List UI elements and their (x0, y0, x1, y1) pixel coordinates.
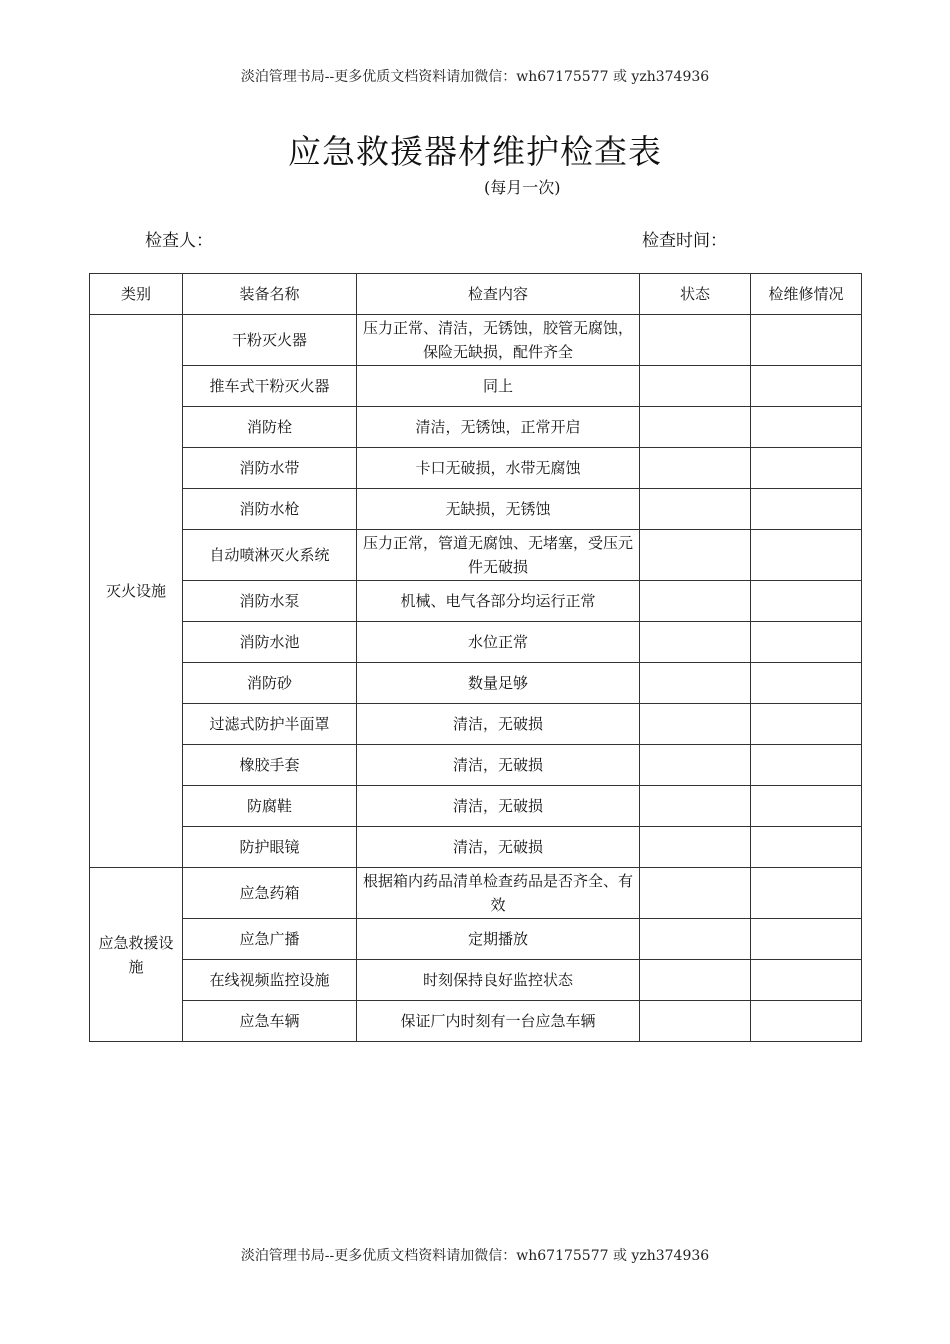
table-row (90, 581, 862, 622)
equipment-name-cell: 消防砂 (183, 663, 357, 704)
equipment-name-cell: 防护眼镜 (183, 827, 357, 868)
equipment-name-cell: 应急药箱 (183, 868, 357, 919)
check-content-cell: 定期播放 (357, 919, 640, 960)
header-check-content: 检查内容 (357, 274, 640, 315)
status-cell[interactable] (640, 745, 751, 786)
header-equipment-name: 装备名称 (183, 274, 357, 315)
repair-cell[interactable] (751, 827, 862, 868)
equipment-name-cell: 消防水泵 (183, 581, 357, 622)
table-row (90, 868, 862, 919)
check-content-cell: 水位正常 (357, 622, 640, 663)
repair-cell[interactable] (751, 704, 862, 745)
check-content-cell: 清洁，无破损 (357, 827, 640, 868)
equipment-name-cell: 干粉灭火器 (183, 315, 357, 366)
header-repair-status: 检维修情况 (751, 274, 862, 315)
status-cell[interactable] (640, 868, 751, 919)
table-row (90, 827, 862, 868)
table-row (90, 919, 862, 960)
check-content-cell: 时刻保持良好监控状态 (357, 960, 640, 1001)
check-content-cell: 清洁，无破损 (357, 745, 640, 786)
table-row (90, 745, 862, 786)
repair-cell[interactable] (751, 315, 862, 366)
repair-cell[interactable] (751, 1001, 862, 1042)
table-header-row (90, 274, 862, 315)
equipment-name-cell: 应急广播 (183, 919, 357, 960)
inspection-table (89, 273, 862, 1042)
table-row (90, 315, 862, 366)
table-row (90, 704, 862, 745)
check-content-cell: 保证厂内时刻有一台应急车辆 (357, 1001, 640, 1042)
equipment-name-cell: 消防水带 (183, 448, 357, 489)
table-row (90, 1001, 862, 1042)
repair-cell[interactable] (751, 407, 862, 448)
repair-cell[interactable] (751, 919, 862, 960)
repair-cell[interactable] (751, 581, 862, 622)
category-cell: 灭火设施 (90, 315, 183, 868)
table-row (90, 530, 862, 581)
header-status: 状态 (640, 274, 751, 315)
equipment-name-cell: 过滤式防护半面罩 (183, 704, 357, 745)
status-cell[interactable] (640, 315, 751, 366)
status-cell[interactable] (640, 448, 751, 489)
repair-cell[interactable] (751, 448, 862, 489)
equipment-name-cell: 消防栓 (183, 407, 357, 448)
table-row (90, 448, 862, 489)
check-content-cell: 清洁，无锈蚀，正常开启 (357, 407, 640, 448)
check-content-cell: 卡口无破损，水带无腐蚀 (357, 448, 640, 489)
equipment-name-cell: 推车式干粉灭火器 (183, 366, 357, 407)
status-cell[interactable] (640, 960, 751, 1001)
equipment-name-cell: 橡胶手套 (183, 745, 357, 786)
repair-cell[interactable] (751, 663, 862, 704)
header-watermark-note: 淡泊管理书局--更多优质文档资料请加微信：wh67175577 或 yzh374936 (240, 69, 710, 85)
check-content-cell: 清洁，无破损 (357, 786, 640, 827)
check-content-cell: 机械、电气各部分均运行正常 (357, 581, 640, 622)
check-content-cell: 无缺损，无锈蚀 (357, 489, 640, 530)
check-content-cell: 同上 (357, 366, 640, 407)
status-cell[interactable] (640, 581, 751, 622)
status-cell[interactable] (640, 786, 751, 827)
equipment-name-cell: 应急车辆 (183, 1001, 357, 1042)
table-row (90, 366, 862, 407)
status-cell[interactable] (640, 622, 751, 663)
table-row (90, 786, 862, 827)
table-row (90, 663, 862, 704)
repair-cell[interactable] (751, 786, 862, 827)
status-cell[interactable] (640, 704, 751, 745)
status-cell[interactable] (640, 407, 751, 448)
status-cell[interactable] (640, 663, 751, 704)
status-cell[interactable] (640, 366, 751, 407)
page-title: 应急救援器材维护检查表 (288, 132, 662, 171)
inspection-time-label: 检查时间： (642, 231, 727, 251)
footer-watermark-note: 淡泊管理书局--更多优质文档资料请加微信：wh67175577 或 yzh374936 (240, 1248, 710, 1264)
table-row (90, 407, 862, 448)
check-content-cell: 清洁，无破损 (357, 704, 640, 745)
table-row (90, 622, 862, 663)
check-content-cell: 数量足够 (357, 663, 640, 704)
header-category: 类别 (90, 274, 183, 315)
repair-cell[interactable] (751, 366, 862, 407)
check-content-cell: 压力正常，管道无腐蚀、无堵塞，受压元件无破损 (357, 530, 640, 581)
status-cell[interactable] (640, 1001, 751, 1042)
status-cell[interactable] (640, 530, 751, 581)
equipment-name-cell: 自动喷淋灭火系统 (183, 530, 357, 581)
page-subtitle: (每月一次) (484, 178, 561, 197)
table-row (90, 489, 862, 530)
equipment-name-cell: 消防水枪 (183, 489, 357, 530)
repair-cell[interactable] (751, 530, 862, 581)
status-cell[interactable] (640, 919, 751, 960)
status-cell[interactable] (640, 827, 751, 868)
status-cell[interactable] (640, 489, 751, 530)
equipment-name-cell: 在线视频监控设施 (183, 960, 357, 1001)
repair-cell[interactable] (751, 622, 862, 663)
equipment-name-cell: 消防水池 (183, 622, 357, 663)
check-content-cell: 根据箱内药品清单检查药品是否齐全、有效 (357, 868, 640, 919)
check-content-cell: 压力正常、清洁，无锈蚀，胶管无腐蚀，保险无缺损，配件齐全 (357, 315, 640, 366)
inspector-label: 检查人： (145, 231, 213, 251)
category-cell: 应急救援设施 (90, 868, 183, 1042)
repair-cell[interactable] (751, 489, 862, 530)
equipment-name-cell: 防腐鞋 (183, 786, 357, 827)
repair-cell[interactable] (751, 745, 862, 786)
repair-cell[interactable] (751, 868, 862, 919)
table-row (90, 960, 862, 1001)
repair-cell[interactable] (751, 960, 862, 1001)
